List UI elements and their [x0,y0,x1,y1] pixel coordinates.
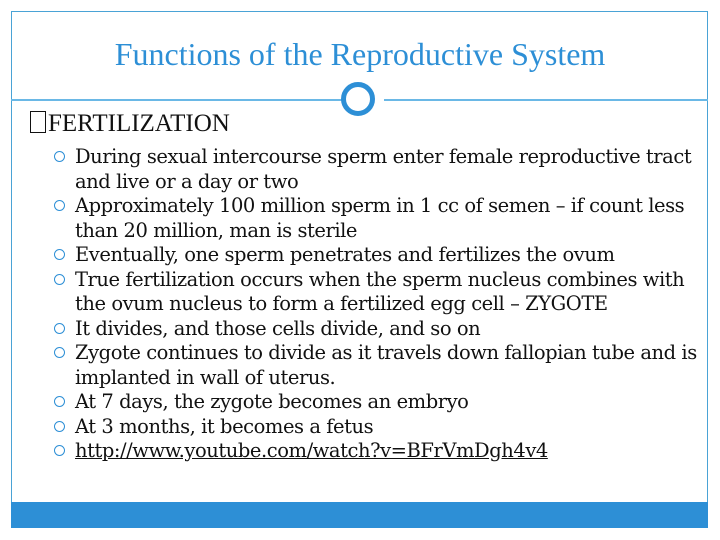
list-item-text: Zygote continues to divide as it travels down fallopian tube and is implanted in wall of uterus. [75,341,697,389]
ring-bullet-icon [54,323,65,334]
ring-bullet-icon [54,249,65,260]
section-heading [30,110,230,138]
list-item [52,415,702,440]
footer-bar [11,502,708,528]
ring-bullet-icon [54,421,65,432]
circle-ornament-icon [341,82,375,116]
list-item [52,317,702,342]
section-heading-text: FERTILIZATION [48,110,230,137]
ring-bullet-icon [54,396,65,407]
list-item [52,243,702,268]
list-item-text: Approximately 100 million sperm in 1 cc of semen – if count less than 20 million, man is sterile [75,194,685,242]
list-item-text: During sexual intercourse sperm enter female reproductive tract and live or a day or two [75,145,692,193]
title-divider-right [384,99,708,101]
list-item [52,390,702,415]
ring-bullet-icon [54,347,65,358]
bullet-list [52,145,702,464]
slide-title: Functions of the Reproductive System [114,36,606,72]
box-bullet-icon [30,111,46,133]
list-item [52,145,702,194]
list-item-text: Eventually, one sperm penetrates and fertilizes the ovum [75,243,615,266]
list-item-text: At 3 months, it becomes a fetus [75,414,374,438]
video-link[interactable]: http://www.youtube.com/watch?v=BFrVmDgh4v4 [75,439,548,462]
title-divider-left [11,99,342,101]
ring-bullet-icon [54,274,65,285]
list-item [52,194,702,243]
ring-bullet-icon [54,445,65,456]
list-item-text: True fertilization occurs when the sperm nucleus combines with the ovum nucleus to form a fertilized egg cell – ZYGOTE [75,267,685,315]
ring-bullet-icon [54,151,65,162]
list-item [52,268,702,317]
ring-bullet-icon [54,200,65,211]
list-item-text: At 7 days, the zygote becomes an embryo [75,390,469,413]
list-item-text: It divides, and those cells divide, and so on [75,316,481,340]
list-item [52,439,702,464]
list-item [52,341,702,390]
